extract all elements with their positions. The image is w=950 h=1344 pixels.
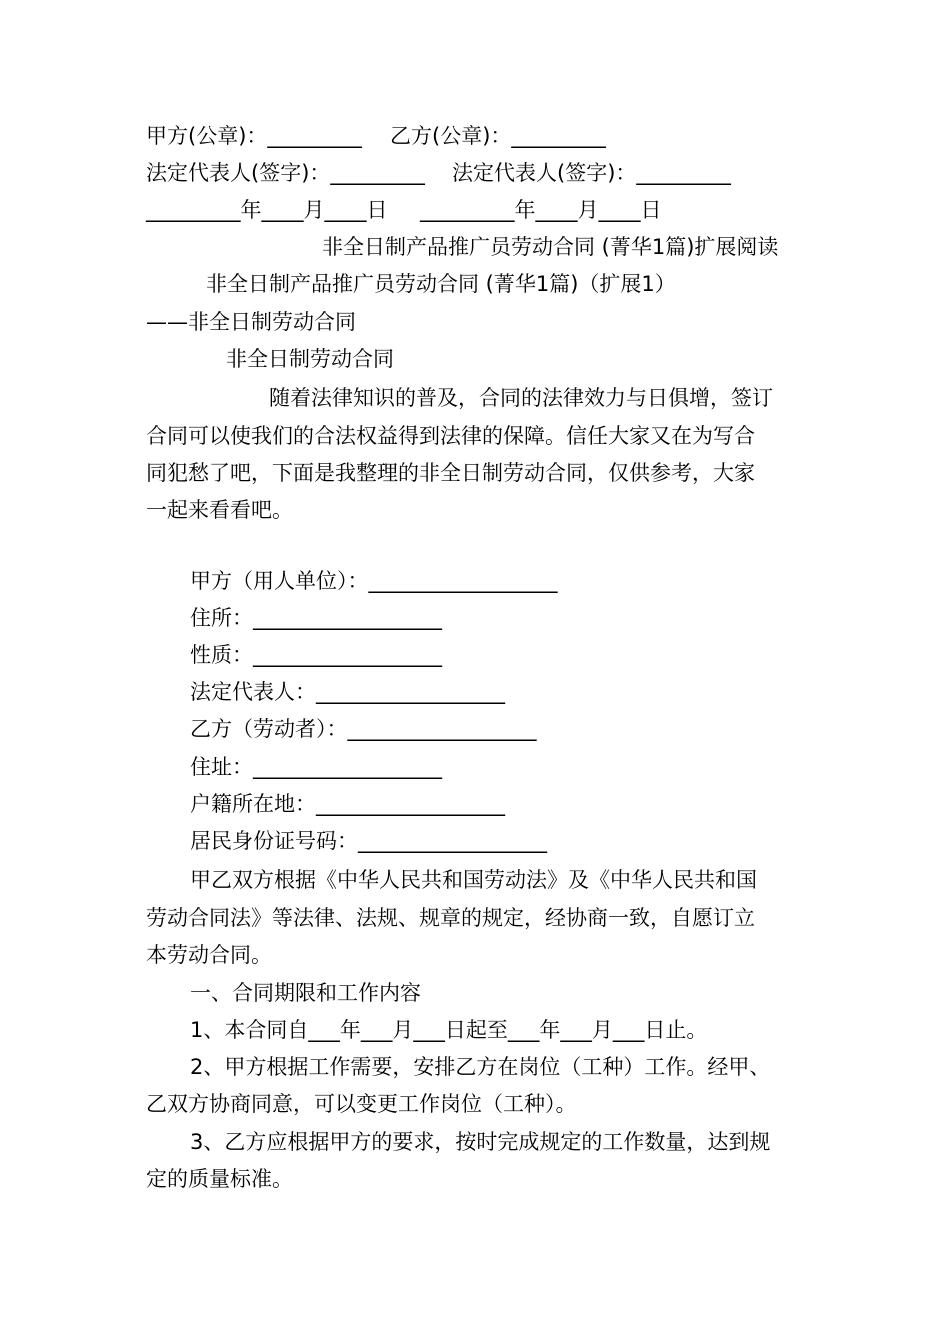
contract-heading: 非全日制劳动合同: [226, 347, 394, 371]
extended-reading-title: 非全日制产品推广员劳动合同 (菁华1篇)扩展阅读: [322, 235, 779, 259]
intro-line-2: 合同可以使我们的合法权益得到法律的保障。信任大家又在为写合: [146, 424, 755, 448]
clause-2-line-1: 2、甲方根据工作需要，安排乙方在岗位（工种）工作。经甲、: [190, 1055, 771, 1079]
field-employee: 乙方（劳动者）：__________________: [190, 717, 537, 741]
intro-line-3: 同犯愁了吧，下面是我整理的非全日制劳动合同，仅供参考，大家: [146, 461, 755, 485]
clause-3-line-2: 定的质量标准。: [146, 1167, 293, 1191]
field-legal-rep: 法定代表人：__________________: [190, 680, 505, 704]
party-b-rep-sign-line: 法定代表人(签字)：_________: [452, 161, 731, 185]
party-a-rep-sign-line: 法定代表人(签字)：_________: [146, 161, 425, 185]
preamble-line-3: 本劳动合同。: [146, 943, 272, 967]
party-b-date-line: _________年____月____日: [420, 198, 662, 222]
field-residence: 住址：__________________: [190, 755, 442, 779]
field-nature: 性质：__________________: [190, 643, 442, 667]
clause-1: 1、本合同自___年___月___日起至___年___月___日止。: [190, 1018, 708, 1042]
intro-line-4: 一起来看看吧。: [146, 498, 293, 522]
clause-3-line-1: 3、乙方应根据甲方的要求，按时完成规定的工作数量，达到规: [190, 1130, 771, 1154]
party-b-seal-line: 乙方(公章)：_________: [390, 124, 606, 148]
party-a-date-line: _________年____月____日: [146, 198, 388, 222]
preamble-line-2: 劳动合同法》等法律、法规、规章的规定，经协商一致，自愿订立: [146, 906, 755, 930]
intro-line-1: 随着法律知识的普及，合同的法律效力与日俱增，签订: [269, 386, 773, 410]
clause-2-line-2: 乙双方协商同意，可以变更工作岗位（工种）。: [146, 1092, 577, 1116]
field-address: 住所：__________________: [190, 606, 442, 630]
section-1-title: 一、合同期限和工作内容: [190, 981, 421, 1005]
party-a-seal-line: 甲方(公章)：_________: [146, 124, 362, 148]
field-id-number: 居民身份证号码：__________________: [190, 829, 547, 853]
field-employer: 甲方（用人单位）：__________________: [190, 569, 558, 593]
dash-title: ——非全日制劳动合同: [146, 310, 356, 334]
field-household-registration: 户籍所在地：__________________: [190, 792, 505, 816]
extended-reading-subtitle: 非全日制产品推广员劳动合同 (菁华1篇)（扩展1）: [206, 272, 676, 296]
preamble-line-1: 甲乙双方根据《中华人民共和国劳动法》及《中华人民共和国: [190, 868, 757, 892]
